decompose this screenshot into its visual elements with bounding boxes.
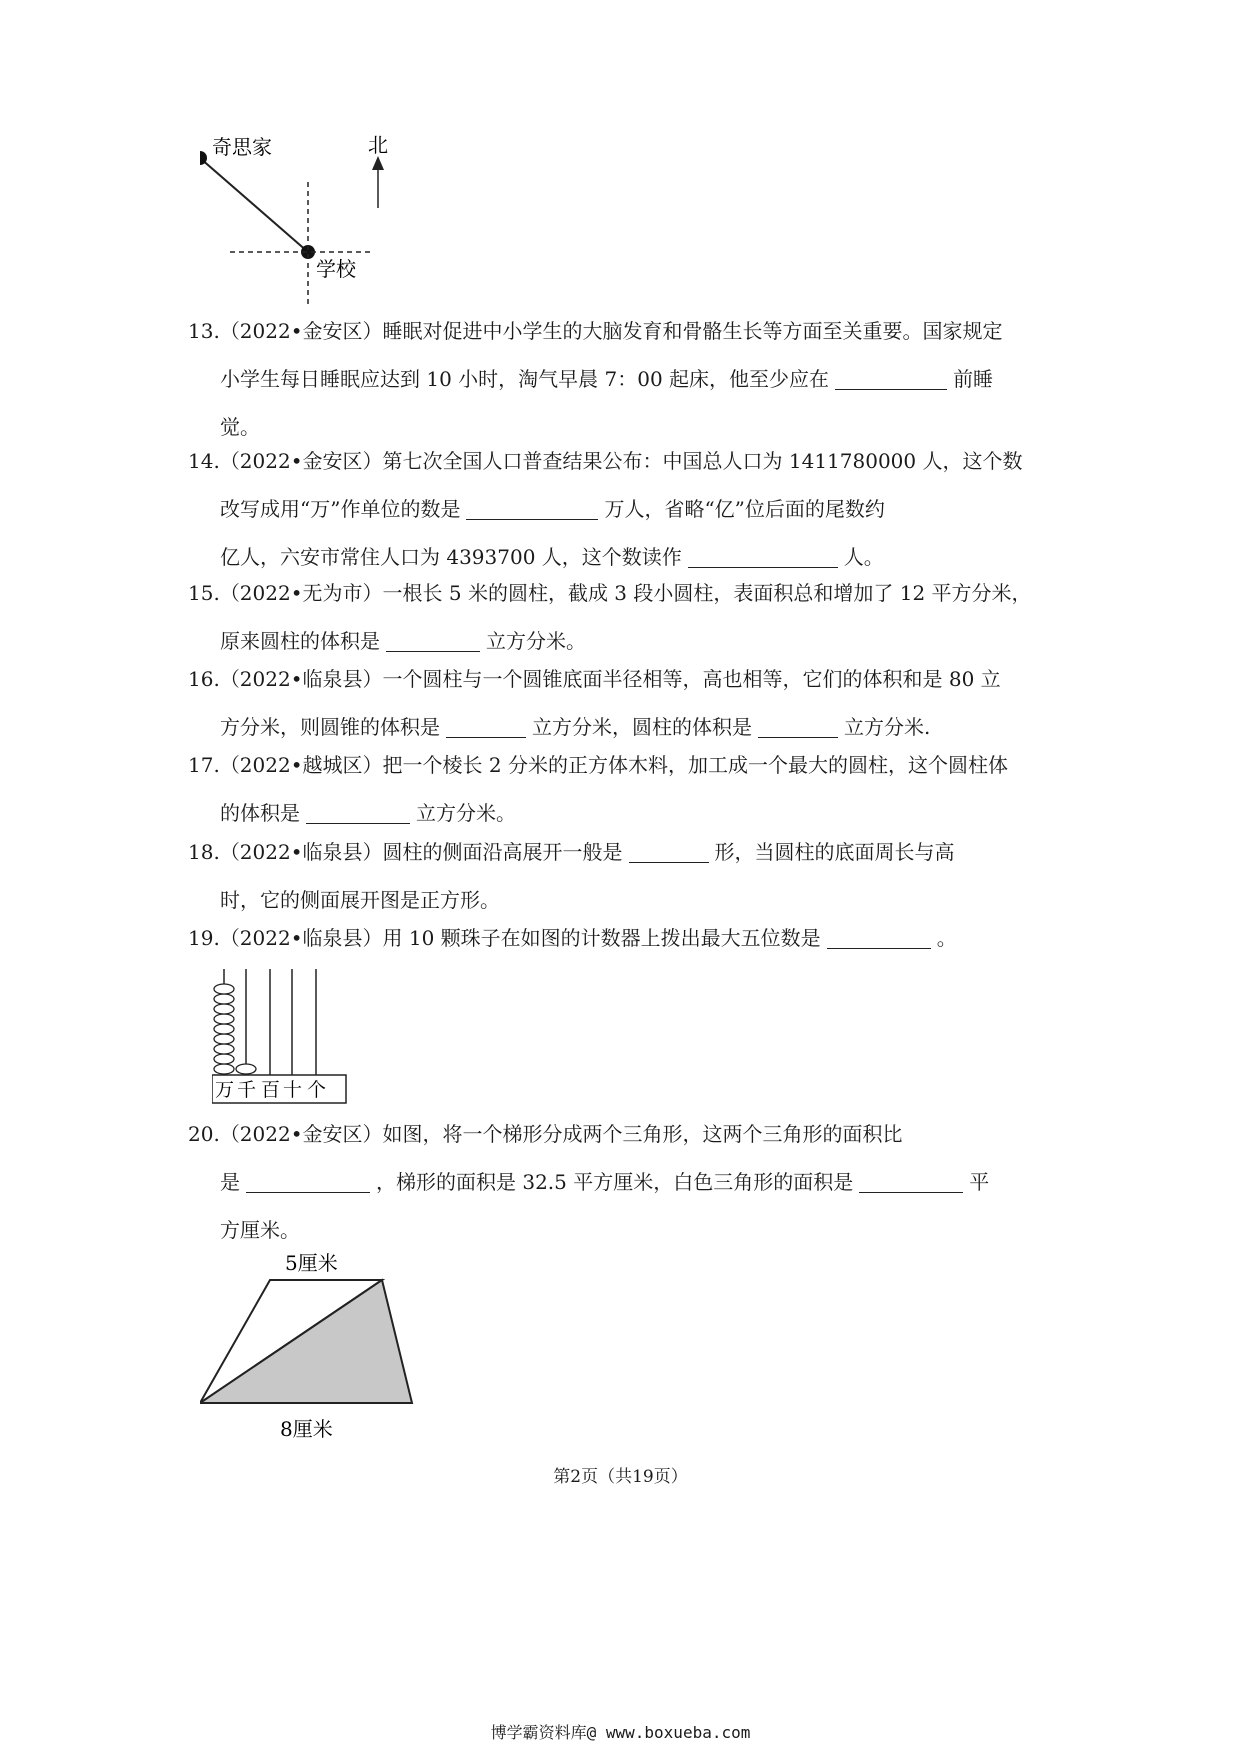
answer-blank[interactable] bbox=[386, 631, 480, 652]
abacus-bead bbox=[214, 984, 234, 994]
answer-blank[interactable] bbox=[758, 717, 838, 738]
question-17: 17.（2022•越城区）把一个棱长 2 分米的正方体木料，加工成一个最大的圆柱，这个圆柱体 的体积是 立方分米。 bbox=[188, 753, 1008, 825]
page-number: 第2页（共19页） bbox=[553, 1467, 688, 1487]
question-13: 13.（2022•金安区）睡眠对促进中小学生的大脑发育和骨骼生长等方面至关重要。国家规定 小学生每日睡眠应达到 10 小时，淘气早晨 7：00 起床，他至少应在 前睡 觉。 bbox=[188, 319, 1003, 439]
abacus-bead bbox=[214, 1004, 234, 1014]
answer-blank[interactable] bbox=[835, 369, 947, 390]
question-19: 19.（2022•临泉县）用 10 颗珠子在如图的计数器上拨出最大五位数是 。 bbox=[188, 926, 957, 950]
abacus-place-label: 百 bbox=[261, 1079, 281, 1101]
question-14: 14.（2022•金安区）第七次全国人口普查结果公布：中国总人口为 1411780000 人，这个数 改写成用“万”作单位的数是 万人，省略“亿”位后面的尾数约 亿人，六安市常住人口为 4393700 人，这个数读作 人。 bbox=[188, 449, 1023, 569]
abacus-bead bbox=[214, 1014, 234, 1024]
north-label: 北 bbox=[368, 133, 388, 157]
home-label: 奇思家 bbox=[212, 135, 272, 159]
trapezoid-bottom-label: 8厘米 bbox=[280, 1417, 333, 1441]
abacus-bead bbox=[236, 1064, 256, 1074]
answer-blank[interactable] bbox=[306, 803, 410, 824]
question-15: 15.（2022•无为市）一根长 5 米的圆柱，截成 3 段小圆柱，表面积总和增加了 12 平方分米， 原来圆柱的体积是 立方分米。 bbox=[188, 581, 1032, 653]
answer-blank[interactable] bbox=[827, 928, 931, 949]
answer-blank[interactable] bbox=[859, 1172, 963, 1193]
trapezoid-figure bbox=[200, 1240, 460, 1460]
abacus-bead bbox=[214, 1044, 234, 1054]
question-20: 20.（2022•金安区）如图，将一个梯形分成两个三角形，这两个三角形的面积比 是 ，梯形的面积是 32.5 平方厘米，白色三角形的面积是 平 方厘米。 bbox=[188, 1122, 990, 1242]
abacus-place-label: 十 bbox=[283, 1079, 303, 1101]
abacus-bead bbox=[214, 1054, 234, 1064]
question-16: 16.（2022•临泉县）一个圆柱与一个圆锥底面半径相等，高也相等，它们的体积和是 80 立 方分米，则圆锥的体积是 立方分米，圆柱的体积是 立方分米. bbox=[188, 667, 1001, 739]
abacus-place-label: 千 bbox=[237, 1079, 257, 1101]
abacus-place-label: 个 bbox=[307, 1079, 327, 1101]
watermark: 博学霸资料库@ www.boxueba.com bbox=[490, 1723, 751, 1742]
abacus-bead bbox=[214, 1034, 234, 1044]
abacus-bead bbox=[214, 994, 234, 1004]
answer-blank[interactable] bbox=[629, 842, 709, 863]
question-18: 18.（2022•临泉县）圆柱的侧面沿高展开一般是 形，当圆柱的底面周长与高 时，它的侧面展开图是正方形。 bbox=[188, 840, 955, 912]
abacus-bead bbox=[214, 1064, 234, 1074]
answer-blank[interactable] bbox=[446, 717, 526, 738]
abacus-bead bbox=[214, 1024, 234, 1034]
abacus-place-label: 万 bbox=[215, 1079, 235, 1101]
direction-map-figure bbox=[200, 130, 440, 310]
trapezoid-top-label: 5厘米 bbox=[285, 1251, 338, 1275]
path-line bbox=[200, 158, 308, 252]
abacus-figure bbox=[212, 965, 352, 1105]
answer-blank[interactable] bbox=[246, 1172, 370, 1193]
answer-blank[interactable] bbox=[466, 499, 598, 520]
answer-blank[interactable] bbox=[688, 547, 838, 568]
school-label: 学校 bbox=[316, 257, 356, 281]
